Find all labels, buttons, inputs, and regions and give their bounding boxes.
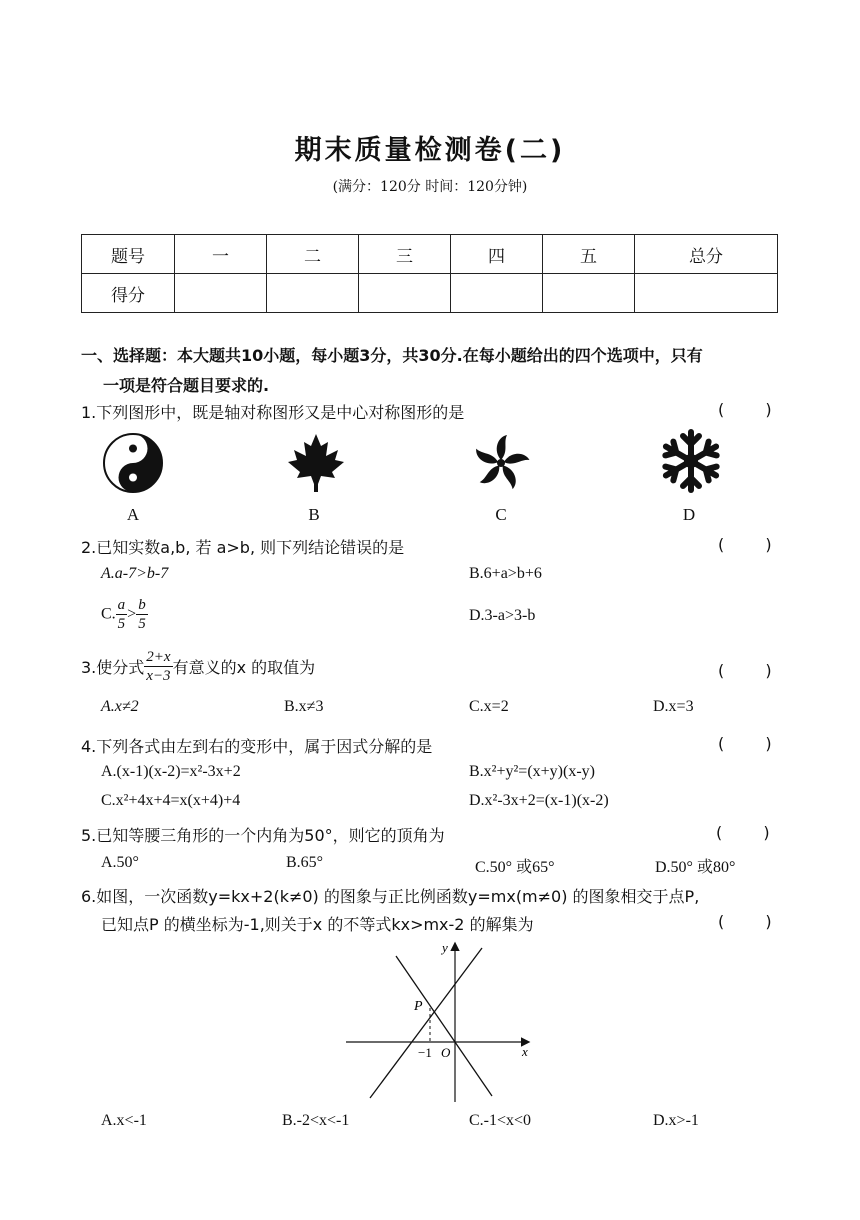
score-cell[interactable] (175, 274, 267, 313)
q5-option-b: B.65° (286, 854, 324, 871)
score-header-cell: 五 (543, 235, 635, 274)
q2-option-c-prefix: C. (101, 605, 116, 623)
score-table-header-row (82, 235, 778, 274)
q5-option-d: D.50° 或80° (655, 859, 736, 876)
q3-stem (81, 648, 315, 685)
q6-stem-line1: 6.如图，一次函数y=kx+2(k≠0) 的图象与正比例函数y=mx(m≠0) 的图象相交于点P, (81, 887, 700, 906)
score-table-score-row (82, 274, 778, 313)
point-p-label: P (414, 999, 423, 1014)
q3-stem-suffix: 有意义的x 的取值为 (172, 658, 316, 677)
section-heading-cont: 一项是符合题目要求的. (103, 376, 270, 395)
answer-paren[interactable]: ( ) (718, 734, 790, 753)
q3-option-c: C.x=2 (469, 698, 509, 715)
q1-option-label: C (495, 505, 507, 524)
score-cell[interactable] (543, 274, 635, 313)
answer-paren[interactable]: ( ) (718, 400, 790, 419)
score-cell[interactable] (451, 274, 543, 313)
q6-stem-line2: 已知点P 的横坐标为-1,则关于x 的不等式kx>mx-2 的解集为 (101, 915, 534, 934)
answer-paren[interactable]: ( ) (718, 535, 790, 554)
answer-paren[interactable]: ( ) (718, 912, 790, 931)
q3-stem-prefix: 3.使分式 (81, 658, 145, 677)
q5-option-c: C.50° 或65° (475, 859, 555, 876)
answer-paren[interactable]: ( ) (716, 823, 788, 842)
q3-option-b: B.x≠3 (284, 698, 324, 715)
page-title: 期末质量检测卷(二) (294, 135, 566, 166)
fraction (144, 648, 172, 685)
origin-label: O (441, 1045, 451, 1060)
score-header-cell: 四 (451, 235, 543, 274)
q1-option-label: B (308, 505, 320, 524)
score-cell[interactable] (635, 274, 778, 313)
q6-option-d: D.x>-1 (653, 1112, 699, 1129)
q4-option-d: D.x²-3x+2=(x-1)(x-2) (469, 792, 609, 809)
x-axis-label: x (522, 1044, 528, 1059)
score-row-label: 得分 (82, 274, 175, 313)
function-graph (342, 936, 542, 1106)
line-mx (370, 948, 482, 1098)
q1-option-label: D (682, 505, 696, 524)
tick-label: −1 (418, 1045, 432, 1060)
bauhinia-flower-icon (470, 432, 532, 494)
line-kx-plus-2 (396, 956, 492, 1096)
comparison-operator: > (127, 605, 137, 623)
q2-stem: 2.已知实数a,b, 若 a>b, 则下列结论错误的是 (81, 538, 405, 557)
q6-option-b: B.-2<x<-1 (282, 1112, 350, 1129)
q6-option-a: A.x<-1 (101, 1112, 147, 1129)
q1-stem: 1.下列图形中，既是轴对称图形又是中心对称图形的是 (81, 403, 465, 422)
snowflake-icon (656, 428, 726, 494)
fraction-denominator: x−3 (146, 668, 171, 684)
score-header-cell: 总分 (635, 235, 778, 274)
y-axis-label: y (442, 940, 448, 955)
q4-option-b: B.x²+y²=(x+y)(x-y) (469, 763, 595, 780)
fraction-numerator: 2+x (146, 649, 171, 665)
q5-stem: 5.已知等腰三角形的一个内角为50°，则它的顶角为 (81, 826, 445, 845)
score-cell[interactable] (359, 274, 451, 313)
fraction-numerator: a (117, 597, 126, 613)
page-subtitle: (满分：120分 时间：120分钟) (332, 179, 528, 195)
q2-option-d: D.3-a>3-b (469, 607, 536, 624)
q2-option-c (101, 596, 148, 633)
yin-yang-icon (102, 432, 164, 494)
q3-option-d: D.x=3 (653, 698, 694, 715)
answer-paren[interactable]: ( ) (718, 661, 790, 680)
q2-option-a: A.a-7>b-7 (101, 565, 169, 582)
score-cell[interactable] (267, 274, 359, 313)
score-header-cell: 二 (267, 235, 359, 274)
q4-option-a: A.(x-1)(x-2)=x²-3x+2 (101, 763, 241, 780)
score-header-cell: 三 (359, 235, 451, 274)
score-header-cell: 一 (175, 235, 267, 274)
score-header-cell: 题号 (82, 235, 175, 274)
q2-option-b: B.6+a>b+6 (469, 565, 542, 582)
section-heading: 一、选择题：本大题共10小题，每小题3分，共30分.在每小题给出的四个选项中，只有 (81, 346, 703, 365)
fraction (116, 596, 128, 633)
score-table (81, 234, 778, 313)
fraction-numerator: b (138, 597, 146, 613)
fraction-denominator: 5 (138, 616, 146, 632)
q4-option-c: C.x²+4x+4=x(x+4)+4 (101, 792, 241, 809)
q1-option-label: A (126, 505, 140, 524)
q4-stem: 4.下列各式由左到右的变形中，属于因式分解的是 (81, 737, 433, 756)
q6-option-c: C.-1<x<0 (469, 1112, 532, 1129)
maple-leaf-icon (286, 432, 346, 494)
fraction (136, 596, 148, 633)
q3-option-a: A.x≠2 (101, 698, 139, 715)
fraction-denominator: 5 (117, 616, 126, 632)
q5-option-a: A.50° (101, 854, 139, 871)
